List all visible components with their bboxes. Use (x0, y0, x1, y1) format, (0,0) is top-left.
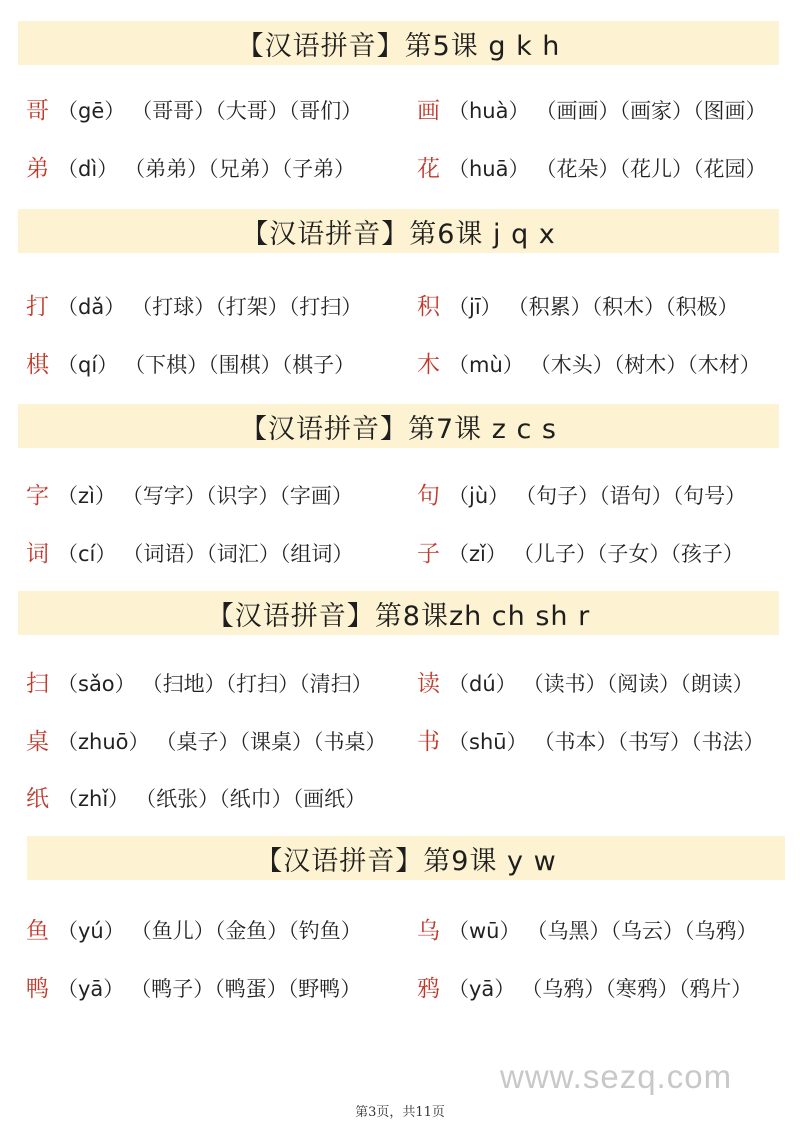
entry-pinyin: （dú） (448, 672, 517, 696)
entry-ji (417, 288, 739, 321)
entry-char: 书 (417, 729, 440, 755)
entry-words: （书本）（书写）（书法） (533, 730, 765, 754)
entry-char: 鱼 (26, 918, 49, 944)
entry-char: 木 (417, 352, 440, 378)
entry-words: （打球）（打架）（打扫） (131, 295, 363, 319)
entry-words: （乌黑）（乌云）（乌鸦） (526, 919, 758, 943)
entry-char: 桌 (26, 729, 49, 755)
entry-ya-crow (417, 970, 752, 1003)
entry-zhi (26, 780, 366, 813)
entry-pinyin: （mù） (448, 353, 524, 377)
entry-words: （扫地）（打扫）（清扫） (141, 672, 373, 696)
page-footer: 第3页，共11页 (355, 1105, 445, 1120)
entry-pinyin: （jù） (448, 484, 510, 508)
entry-char: 弟 (26, 156, 49, 182)
entry-words: （词语）（词汇）（组词） (122, 542, 354, 566)
entry-ci (26, 535, 353, 568)
section-9-title: 【汉语拼音】第9课 y w (255, 845, 557, 877)
section-5-title: 【汉语拼音】第5课 g k h (236, 30, 561, 62)
entry-words: （儿子）（子女）（孩子） (512, 542, 744, 566)
entry-pinyin: （huā） (448, 157, 530, 181)
entry-mu (417, 346, 761, 379)
entry-pinyin: （yā） (448, 977, 516, 1001)
entry-pinyin: （zǐ） (448, 542, 507, 566)
entry-ya-duck (26, 970, 361, 1003)
entry-pinyin: （zhǐ） (57, 787, 130, 811)
entry-hua-flower (417, 150, 767, 183)
entry-pinyin: （gē） (57, 99, 126, 123)
entry-pinyin: （cí） (57, 542, 117, 566)
section-6-header (18, 209, 779, 253)
entry-pinyin: （shū） (448, 730, 528, 754)
watermark: www.sezq.com (500, 1058, 733, 1095)
entry-words: （乌鸦）（寒鸦）（鸦片） (521, 977, 753, 1001)
entry-char: 花 (417, 156, 440, 182)
entry-char: 词 (26, 541, 49, 567)
entry-shu (417, 723, 765, 756)
entry-pinyin: （yú） (57, 919, 125, 943)
entry-yu (26, 912, 362, 945)
entry-pinyin: （yā） (57, 977, 125, 1001)
entry-char: 乌 (417, 918, 440, 944)
entry-words: （哥哥）（大哥）（哥们） (131, 99, 363, 123)
entry-words: （鱼儿）（金鱼）（钓鱼） (130, 919, 362, 943)
entry-words: （鸭子）（鸭蛋）（野鸭） (130, 977, 362, 1001)
entry-du (417, 665, 754, 698)
entry-pinyin: （jī） (448, 295, 502, 319)
section-6-title: 【汉语拼音】第6课 j q x (241, 218, 556, 250)
entry-di (26, 150, 355, 183)
section-8-header (18, 591, 779, 635)
entry-words: （桌子）（课桌）（书桌） (155, 730, 387, 754)
entry-words: （读书）（阅读）（朗读） (522, 672, 754, 696)
entry-words: （纸张）（纸巾）（画纸） (135, 787, 367, 811)
entry-char: 鸭 (26, 976, 49, 1002)
entry-pinyin: （dì） (57, 157, 119, 181)
entry-zhuo (26, 723, 387, 756)
entry-char: 鸦 (417, 976, 440, 1002)
entry-words: （写字）（识字）（字画） (121, 484, 353, 508)
entry-qi (26, 346, 355, 379)
entry-char: 纸 (26, 786, 49, 812)
entry-words: （弟弟）（兄弟）（子弟） (124, 157, 356, 181)
entry-char: 棋 (26, 352, 49, 378)
entry-sao (26, 665, 373, 698)
entry-pinyin: （qí） (57, 353, 119, 377)
entry-words: （积累）（积木）（积极） (507, 295, 739, 319)
entry-char: 画 (417, 98, 440, 124)
entry-words: （下棋）（围棋）（棋子） (124, 353, 356, 377)
section-7-header (18, 404, 779, 448)
entry-char: 句 (417, 483, 440, 509)
section-8-title: 【汉语拼音】第8课zh ch sh r (206, 600, 591, 632)
entry-char: 字 (26, 483, 49, 509)
entry-char: 子 (417, 541, 440, 567)
entry-pinyin: （zì） (57, 484, 116, 508)
entry-words: （画画）（画家）（图画） (535, 99, 767, 123)
entry-ju (417, 477, 746, 510)
entry-pinyin: （zhuō） (57, 730, 150, 754)
entry-char: 打 (26, 294, 49, 320)
entry-words: （花朵）（花儿）（花园） (535, 157, 767, 181)
entry-hua-draw (417, 92, 767, 125)
entry-char: 哥 (26, 98, 49, 124)
entry-char: 扫 (26, 671, 49, 697)
entry-ge (26, 92, 362, 125)
entry-wu (417, 912, 758, 945)
section-5-header (18, 21, 779, 65)
entry-pinyin: （sǎo） (57, 672, 136, 696)
entry-da (26, 288, 362, 321)
entry-char: 积 (417, 294, 440, 320)
entry-pinyin: （wū） (448, 919, 521, 943)
section-9-header (27, 836, 785, 880)
entry-char: 读 (417, 671, 440, 697)
entry-words: （句子）（语句）（句号） (515, 484, 747, 508)
entry-pinyin: （huà） (448, 99, 530, 123)
entry-pinyin: （dǎ） (57, 295, 126, 319)
section-7-title: 【汉语拼音】第7课 z c s (239, 413, 557, 445)
entry-zi-child (417, 535, 744, 568)
entry-words: （木头）（树木）（木材） (529, 353, 761, 377)
entry-zi-word (26, 477, 353, 510)
